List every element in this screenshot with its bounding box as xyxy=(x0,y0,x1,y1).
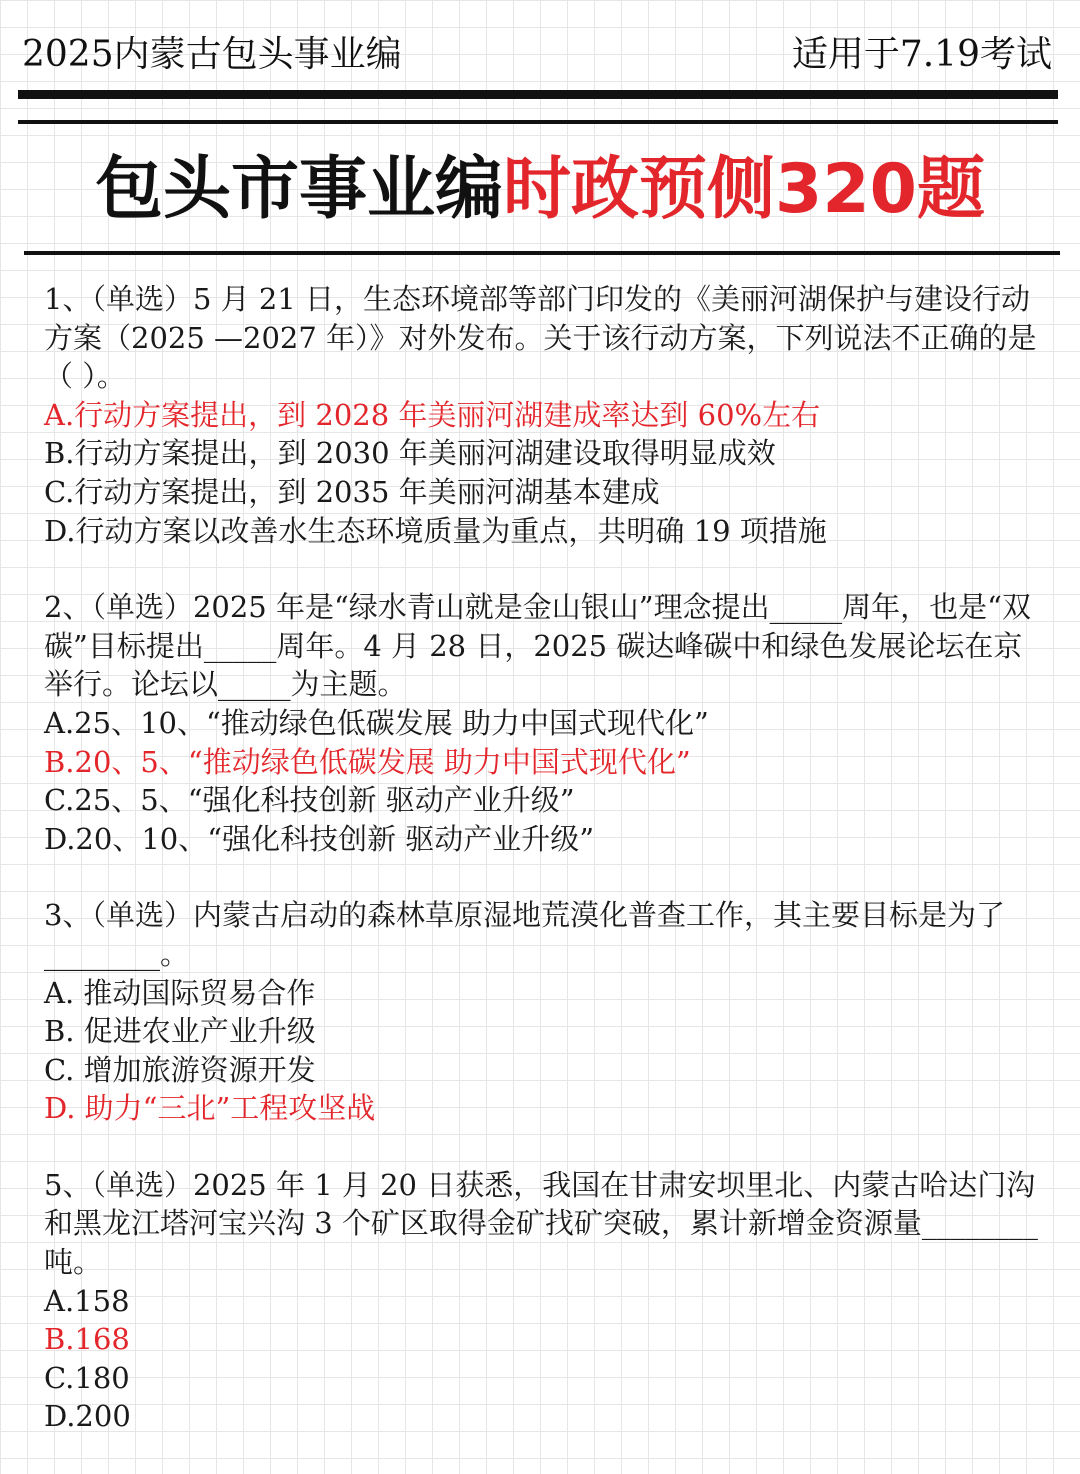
option-b-correct-answer: B.168 xyxy=(44,1322,130,1357)
page-title xyxy=(0,145,1080,235)
option-c: C.25、5、“强化科技创新 驱动产业升级” xyxy=(44,783,575,818)
header-left-text: 2025内蒙古包头事业编 xyxy=(22,33,402,75)
option-d-correct-answer: D. 助力“三北”工程攻坚战 xyxy=(44,1091,376,1126)
title-divider xyxy=(24,251,1060,255)
option-b: B.行动方案提出，到 2030 年美丽河湖建设取得明显成效 xyxy=(44,436,776,471)
question-1 xyxy=(44,280,1044,550)
question-stem: 2、（单选）2025 年是“绿水青山就是金山银山”理念提出_____周年，也是“双碳”目标提出_____周年。4 月 28 日，2025 碳达峰碳中和绿色发展论坛在京举行。论坛以_____为主题。 xyxy=(44,590,1031,702)
question-stem: 1、（单选）5 月 21 日，生态环境部等部门印发的《美丽河湖保护与建设行动方案（2025 —2027 年）》对外发布。关于该行动方案，下列说法不正确的是（ ）。 xyxy=(44,282,1037,394)
option-c: C.180 xyxy=(44,1360,130,1395)
page-title-red: 时政预侧320题 xyxy=(503,150,985,229)
option-d: D.200 xyxy=(44,1399,131,1434)
option-a: A.25、10、“推动绿色低碳发展 助力中国式现代化” xyxy=(44,705,709,740)
option-d: D.行动方案以改善水生态环境质量为重点，共明确 19 项措施 xyxy=(44,513,827,548)
question-3 xyxy=(44,896,1044,1128)
option-a-correct-answer: A.行动方案提出，到 2028 年美丽河湖建成率达到 60%左右 xyxy=(44,397,821,432)
option-b-correct-answer: B.20、5、“推动绿色低碳发展 助力中国式现代化” xyxy=(44,744,691,779)
page-title-black: 包头市事业编 xyxy=(95,150,504,229)
option-c: C. 增加旅游资源开发 xyxy=(44,1052,316,1087)
option-d: D.20、10、“强化科技创新 驱动产业升级” xyxy=(44,821,595,856)
header-bar xyxy=(22,26,1052,76)
question-5 xyxy=(44,1166,1044,1436)
option-a: A.158 xyxy=(44,1283,130,1318)
header-thin-divider xyxy=(18,120,1058,124)
option-a: A. 推动国际贸易合作 xyxy=(44,975,316,1010)
option-c: C.行动方案提出，到 2035 年美丽河湖基本建成 xyxy=(44,474,660,509)
header-right-text: 适用于7.19考试 xyxy=(791,33,1052,75)
header-thick-divider xyxy=(18,90,1058,99)
question-2 xyxy=(44,588,1044,858)
question-stem: 3、（单选）内蒙古启动的森林草原湿地荒漠化普查工作，其主要目标是为了________。 xyxy=(44,898,1005,971)
option-b: B. 促进农业产业升级 xyxy=(44,1014,316,1049)
question-list xyxy=(44,280,1044,1474)
question-stem: 5、（单选）2025 年 1 月 20 日获悉，我国在甘肃安坝里北、内蒙古哈达门沟和黑龙江塔河宝兴沟 3 个矿区取得金矿找矿突破，累计新增金资源量________吨。 xyxy=(44,1167,1038,1280)
